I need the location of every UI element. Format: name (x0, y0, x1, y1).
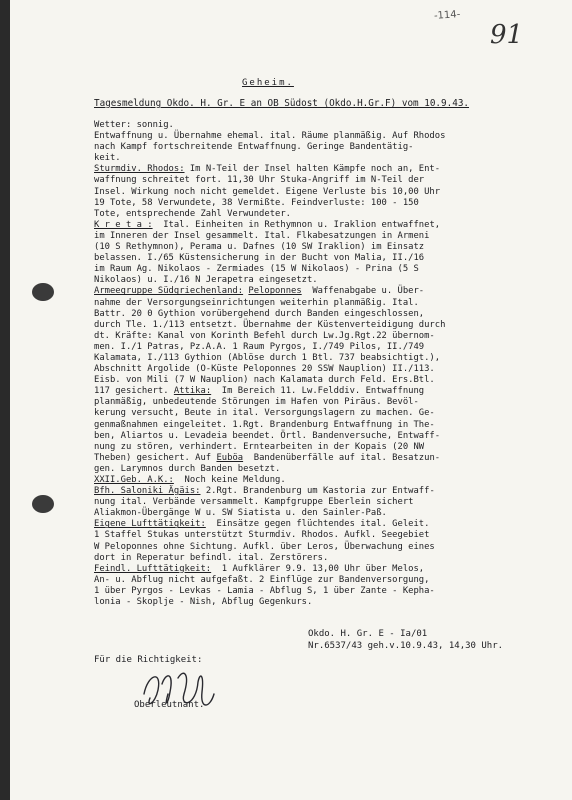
line-text: Aliakmon-Übergänge W u. SW Siatista u. den Sainler-Paß. (94, 508, 387, 519)
line-text: Insel. Wirkung noch nicht gemeldet. Eigene Verluste bis 10,00 Uhr (94, 186, 441, 197)
report-body (94, 120, 572, 608)
line-text: im Raum Ag. Nikolaos - Zermiades (15 W Nikolaos) - Prina (5 S (94, 264, 419, 275)
line-text: 19 Tote, 58 Verwundete, 38 Vermißte. Feindverluste: 100 - 150 (94, 197, 419, 208)
report-line (94, 353, 572, 364)
line-text: (10 S Rethymnon), Perama u. Dafnes (10 SW Iraklion) im Einsatz (94, 242, 425, 253)
line-text: Kalamata, I./113 Gythion (Ablöse durch 1 Btl. 737 beabsichtigt.), (94, 352, 441, 363)
report-line (94, 253, 572, 264)
report-line (94, 131, 572, 142)
line-text: 1 über Pyrgos - Levkas - Lamia - Abflug S, 1 über Zante - Kepha- (94, 585, 435, 596)
report-line (94, 408, 572, 419)
section-heading: Feindl. Lufttätigkeit: (94, 563, 212, 574)
section-heading: Sturmdiv. Rhodos: (94, 164, 185, 175)
section-heading: Attika: (173, 386, 212, 397)
line-text: Ital. Einheiten in Rethymnon u. Iraklion entwaffnet, (152, 219, 441, 230)
report-line (94, 320, 572, 331)
line-text: nahme der Versorgungseinrichtungen weiterhin planmäßig. Ital. (94, 297, 419, 308)
line-text: belassen. I./65 Küstensicherung in der Bucht von Malia, II./16 (94, 253, 425, 264)
report-line (94, 142, 572, 153)
report-line (94, 264, 572, 275)
line-text: Entwaffnung u. Übernahme ehemal. ital. Räume planmäßig. Auf Rhodos (94, 131, 446, 142)
report-line (94, 475, 572, 486)
section-heading: Peloponnes (248, 286, 302, 297)
document-subtitle: Tagesmeldung Okdo. H. Gr. E an OB Südost (Okdo.H.Gr.F) vom 10.9.43. (94, 98, 470, 109)
report-line (94, 497, 572, 508)
folio-mark: -114- (433, 9, 461, 22)
line-text: 2.Rgt. Brandenburg um Kastoria zur Entwaff- (200, 486, 435, 497)
line-text: nung zu stören, verhindert. Erntearbeiten in der Kopais (20 NW (94, 441, 425, 452)
report-line (94, 275, 572, 286)
line-text: 1 Aufklärer 9.9. 13,00 Uhr über Melos, (211, 563, 425, 574)
line-text: gen. Larymnos durch Banden besetzt. (94, 463, 281, 474)
report-line (94, 519, 572, 530)
line-text: waffnung schreitet fort. 11,30 Uhr Stuka-Angriff im N-Teil der (94, 175, 425, 186)
reference-line: Nr.6537/43 geh.v.10.9.43, 14,30 Uhr. (308, 641, 504, 651)
sheet-number: 91 (490, 20, 524, 50)
line-text: Abschnitt Argolide (O-Küste Peloponnes 20 SSW Nauplion) II./113. (94, 364, 435, 375)
report-line (94, 120, 572, 131)
attestation-rank: Oberleutnant. (134, 700, 205, 710)
report-line (94, 364, 572, 375)
line-text: im Inneren der Insel gesammelt. Ital. Flkabesatzungen in Armeni (94, 230, 430, 241)
report-line (94, 553, 572, 564)
line-text: W Peloponnes ohne Sichtung. Aufkl. über Leros, Überwachung eines (94, 541, 435, 552)
line-text: 117 gesichert. (94, 386, 174, 397)
report-line (94, 453, 572, 464)
report-line (94, 575, 572, 586)
report-line (94, 420, 572, 431)
line-text: planmäßig, unbedeutende Störungen im Hafen von Piräus. Bevöl- (94, 397, 419, 408)
report-line (94, 464, 572, 475)
report-line (94, 153, 572, 164)
line-text: Einsätze gegen flüchtendes ital. Geleit. (205, 519, 430, 530)
line-text: Wetter: sonnig. (94, 120, 174, 130)
line-text: Noch keine Meldung. (173, 475, 286, 485)
report-line (94, 397, 572, 408)
line-text: men. I./1 Patras, Pz.A.A. 1 Raum Pyrgos, I./749 Pilos, II./749 (94, 341, 425, 352)
report-line (94, 486, 572, 497)
line-text: Tote, entsprechende Zahl Verwundeter. (94, 208, 292, 219)
document-title: Geheim. (242, 78, 294, 88)
section-heading: Eigene Lufttätigkeit: (94, 519, 206, 530)
section-heading: XXII.Geb. A.K.: (94, 475, 174, 485)
line-text: Theben) gesichert. Auf (94, 452, 217, 463)
line-text: ben, Aliartos u. Levadeia beendet. Örtl. Bandenversuche, Entwaff- (94, 430, 441, 441)
report-line (94, 198, 572, 209)
line-text: Waffenabgabe u. Über- (301, 286, 425, 297)
line-text: Im N-Teil der Insel halten Kämpfe noch an, Ent- (184, 164, 441, 175)
line-text: lonia - Skoplje - Nish, Abflug Gegenkurs. (94, 597, 313, 608)
report-line (94, 220, 572, 231)
office-line: Okdo. H. Gr. E - Ia/01 (308, 629, 428, 639)
report-line (94, 586, 572, 597)
report-line (94, 442, 572, 453)
line-text: Im Bereich 11. Lw.Felddiv. Entwaffnung (211, 386, 425, 397)
section-heading: Armeegruppe Südgriechenland: (94, 286, 244, 297)
line-text: dt. Kräfte: Kanal von Korinth Befehl durch Lw.Jg.Rgt.22 übernom- (94, 330, 435, 341)
report-line (94, 508, 572, 519)
report-line (94, 331, 572, 342)
attestation-label: Für die Richtigkeit: (94, 655, 203, 665)
report-line (94, 286, 572, 297)
report-line (94, 386, 572, 397)
report-line (94, 375, 572, 386)
punch-hole (32, 495, 54, 513)
line-text: genmaßnahmen eingeleitet. 1.Rgt. Brandenburg Entwaffnung in The- (94, 419, 435, 430)
line-text: Eisb. von Mili (7 W Nauplion) nach Kalamata durch Feld. Ers.Btl. (94, 375, 435, 386)
report-line (94, 209, 572, 220)
report-line (94, 597, 572, 608)
report-line (94, 309, 572, 320)
punch-hole (32, 283, 54, 301)
line-text: keit. (94, 153, 121, 164)
line-text: An- u. Abflug nicht aufgefaßt. 2 Einflüge zur Bandenversorgung, (94, 574, 430, 585)
report-line (94, 431, 572, 442)
report-line (94, 175, 572, 186)
signature-block (308, 628, 503, 652)
line-text: dort in Reperatur befindl. ital. Zerstörers. (94, 552, 329, 563)
report-line (94, 542, 572, 553)
line-text: Nikolaos) u. I./16 N Jerapetra eingesetzt. (94, 275, 318, 286)
line-text: 1 Staffel Stukas unterstützt Sturmdiv. Rhodos. Aufkl. Seegebiet (94, 530, 430, 541)
report-line (94, 231, 572, 242)
line-text: durch Tle. 1./113 entsetzt. Übernahme der Küstenverteidigung durch (94, 319, 446, 330)
report-line (94, 298, 572, 309)
report-line (94, 530, 572, 541)
line-text: nach Kampf fortschreitende Entwaffnung. Geringe Bandentätig- (94, 142, 414, 153)
line-text: kerung versucht, Beute in ital. Versorgungslagern zu machen. Ge- (94, 408, 435, 419)
report-line (94, 564, 572, 575)
line-text: nung ital. Verbände versammelt. Kampfgruppe Eberlein sichert (94, 497, 414, 508)
report-line (94, 164, 572, 175)
line-text: Battr. 20 0 Gythion vorübergehend durch Banden eingeschlossen, (94, 308, 425, 319)
report-line (94, 187, 572, 198)
line-text: Bandenüberfälle auf ital. Besatzun- (243, 452, 441, 463)
report-line (94, 342, 572, 353)
section-heading: Euböa (216, 452, 244, 463)
report-line (94, 242, 572, 253)
section-heading: K r e t a : (94, 219, 153, 230)
section-heading: Bfh. Saloniki Ägäis: (94, 486, 201, 497)
